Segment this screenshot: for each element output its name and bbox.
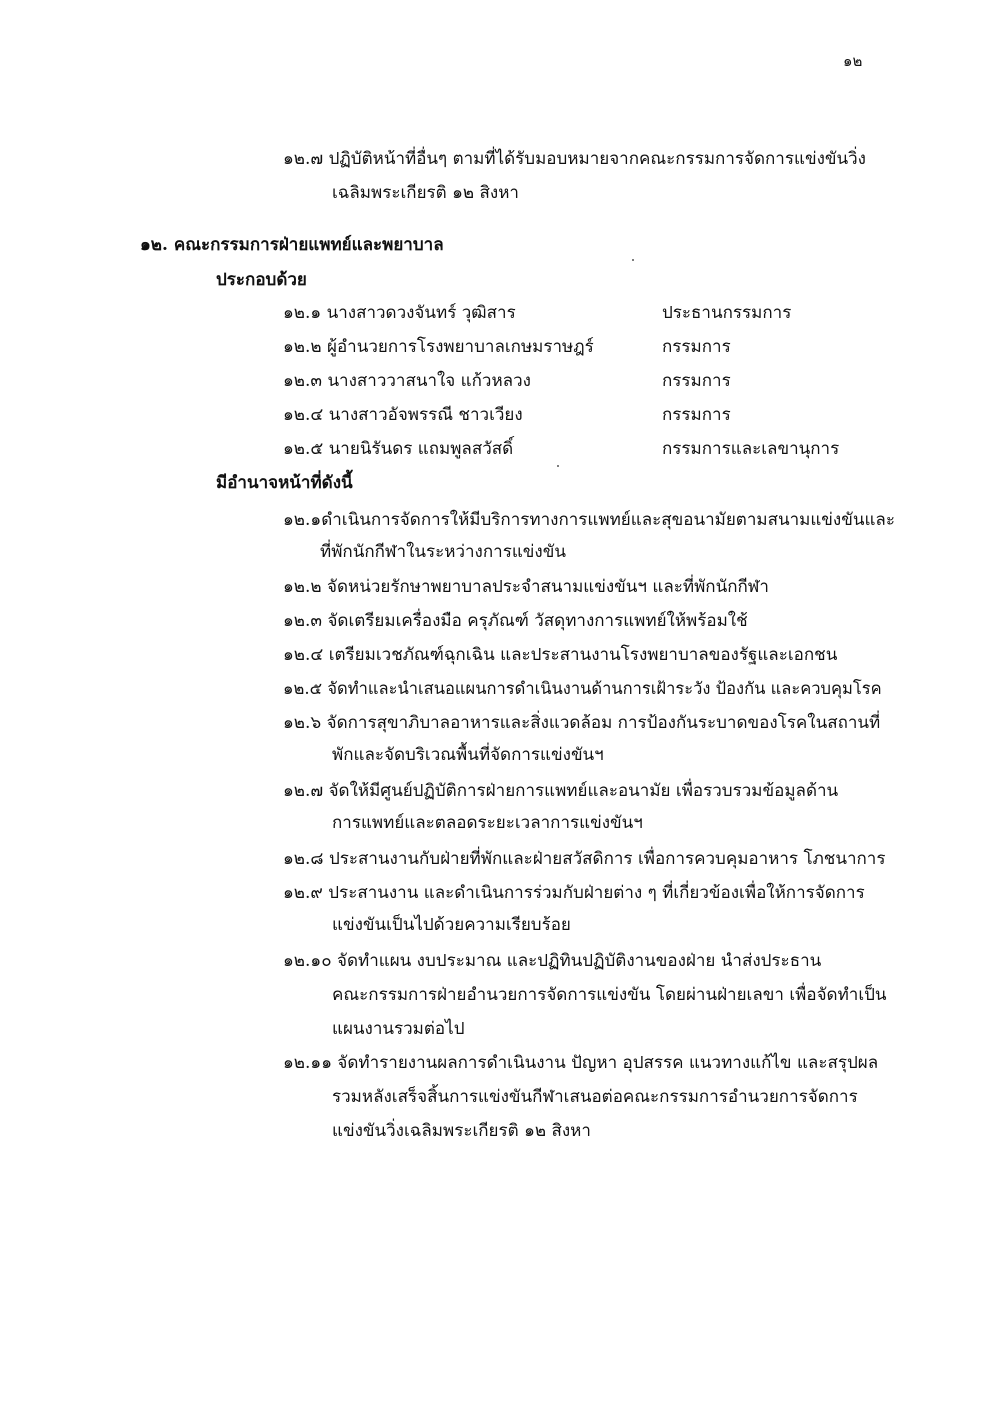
scan-speck [632, 259, 634, 261]
member-number: ๑๒.๒ [283, 337, 322, 357]
member-role: ประธานกรรมการ [662, 303, 792, 323]
duty-line [283, 780, 838, 802]
duty-number: ๑๒.๙ [283, 883, 323, 903]
duty-number: ๑๒.๑๐ [283, 951, 332, 971]
duty-line [283, 848, 885, 870]
duty-text: จัดเตรียมเครื่องมือ ครุภัณฑ์ วัสดุทางการแพทย์ให้พร้อมใช้ [327, 611, 748, 631]
duty-text: จัดให้มีศูนย์ปฏิบัติการฝ่ายการแพทย์และอนามัย เพื่อรวบรวมข้อมูลด้าน [328, 781, 839, 801]
duty-line [283, 950, 821, 972]
duty-number: ๑๒.๔ [283, 645, 324, 665]
duty-text: ประสานงานกับฝ่ายที่พักและฝ่ายสวัสดิการ เพื่อการควบคุมอาหาร โภชนาการ [328, 849, 886, 869]
member-number: ๑๒.๕ [283, 439, 324, 459]
duty-text: จัดทำแผน งบประมาณ และปฏิทินปฏิบัติงานของฝ่าย นำส่งประธาน [336, 951, 822, 971]
prev-item-number: ๑๒.๗ [283, 149, 324, 169]
member-role: กรรมการและเลขานุการ [662, 439, 840, 459]
duty-text: ดำเนินการจัดการให้มีบริการทางการแพทย์และสุขอนามัยตามสนามแข่งขันและ [321, 510, 895, 530]
duty-number: ๑๒.๗ [283, 781, 324, 801]
page-number: ๑๒ [843, 52, 863, 70]
duty-continuation: คณะกรรมการฝ่ายอำนวยการจัดการแข่งขัน โดยผ่านฝ่ายเลขา เพื่อจัดทำเป็น [332, 985, 887, 1005]
duty-line [283, 509, 895, 531]
duties-heading: มีอำนาจหน้าที่ดังนี้ [216, 473, 353, 493]
member-row [283, 370, 531, 392]
duty-continuation: การแพทย์และตลอดระยะเวลาการแข่งขันฯ [332, 813, 643, 833]
member-role: กรรมการ [662, 337, 731, 357]
duty-number: ๑๒.๑๑ [283, 1053, 332, 1073]
prev-item-line2: เฉลิมพระเกียรติ ๑๒ สิงหา [332, 183, 519, 203]
duty-continuation: แข่งขันวิ่งเฉลิมพระเกียรติ ๑๒ สิงหา [332, 1121, 591, 1141]
duty-text: จัดทำและนำเสนอแผนการดำเนินงานด้านการเฝ้าระวัง ป้องกัน และควบคุมโรค [327, 679, 882, 698]
duty-number: ๑๒.๕ [283, 679, 323, 698]
member-name: นางสาววาสนาใจ แก้วหลวง [327, 371, 531, 391]
duty-continuation: พักและจัดบริเวณพื้นที่จัดการแข่งขันฯ [332, 745, 604, 765]
member-role: กรรมการ [662, 405, 731, 425]
member-row [283, 404, 523, 426]
scan-speck [557, 465, 559, 467]
duty-line [283, 610, 748, 632]
member-row [283, 302, 516, 324]
member-row [283, 336, 594, 358]
member-name: นางสาวอัจพรรณี ชาวเวียง [328, 405, 523, 425]
member-role: กรรมการ [662, 371, 731, 391]
duty-text: เตรียมเวชภัณฑ์ฉุกเฉิน และประสานงานโรงพยาบาลของรัฐและเอกชน [328, 645, 838, 665]
member-name: นางสาวดวงจันทร์ วุฒิสาร [326, 303, 516, 323]
duty-number: ๑๒.๘ [283, 849, 324, 869]
duty-line [283, 712, 880, 734]
duty-number: ๑๒.๖ [283, 713, 322, 733]
duty-text: จัดหน่วยรักษาพยาบาลประจำสนามแข่งขันฯ และที่พักนักกีฬา [327, 577, 769, 597]
duty-continuation: แข่งขันเป็นไปด้วยความเรียบร้อย [332, 915, 571, 935]
duty-line [283, 1052, 878, 1074]
composed-of-label: ประกอบด้วย [216, 270, 307, 290]
duty-line [283, 882, 865, 904]
duty-text: จัดการสุขาภิบาลอาหารและสิ่งแวดล้อม การป้องกันระบาดของโรคในสถานที่ [326, 713, 881, 733]
member-name: นายนิรันดร แถมพูลสวัสดิ์ [328, 439, 514, 459]
member-number: ๑๒.๑ [283, 303, 322, 323]
duty-number: ๑๒.๓ [283, 611, 323, 631]
duty-number: ๑๒.๑ [283, 510, 322, 530]
section-heading: ๑๒. คณะกรรมการฝ่ายแพทย์และพยาบาล [140, 235, 444, 255]
duty-line [283, 678, 882, 700]
duty-continuation: ที่พักนักกีฬาในระหว่างการแข่งขัน [320, 542, 566, 562]
member-number: ๑๒.๔ [283, 405, 324, 425]
duty-text: จัดทำรายงานผลการดำเนินงาน ปัญหา อุปสรรค แนวทางแก้ไข และสรุปผล [337, 1053, 879, 1073]
member-row [283, 438, 513, 460]
prev-item-line1 [283, 148, 866, 170]
member-number: ๑๒.๓ [283, 371, 323, 391]
duty-line [283, 576, 769, 598]
duty-continuation: รวมหลังเสร็จสิ้นการแข่งขันกีฬาเสนอต่อคณะกรรมการอำนวยการจัดการ [332, 1087, 858, 1107]
duty-line [283, 644, 837, 666]
duty-continuation: แผนงานรวมต่อไป [332, 1019, 465, 1039]
duty-number: ๑๒.๒ [283, 577, 322, 597]
member-name: ผู้อำนวยการโรงพยาบาลเกษมราษฎร์ [327, 337, 594, 357]
duty-text: ประสานงาน และดำเนินการร่วมกับฝ่ายต่าง ๆ ที่เกี่ยวข้องเพื่อให้การจัดการ [328, 883, 865, 903]
prev-item-text: ปฏิบัติหน้าที่อื่นๆ ตามที่ได้รับมอบหมายจากคณะกรรมการจัดการแข่งขันวิ่ง [328, 149, 866, 169]
